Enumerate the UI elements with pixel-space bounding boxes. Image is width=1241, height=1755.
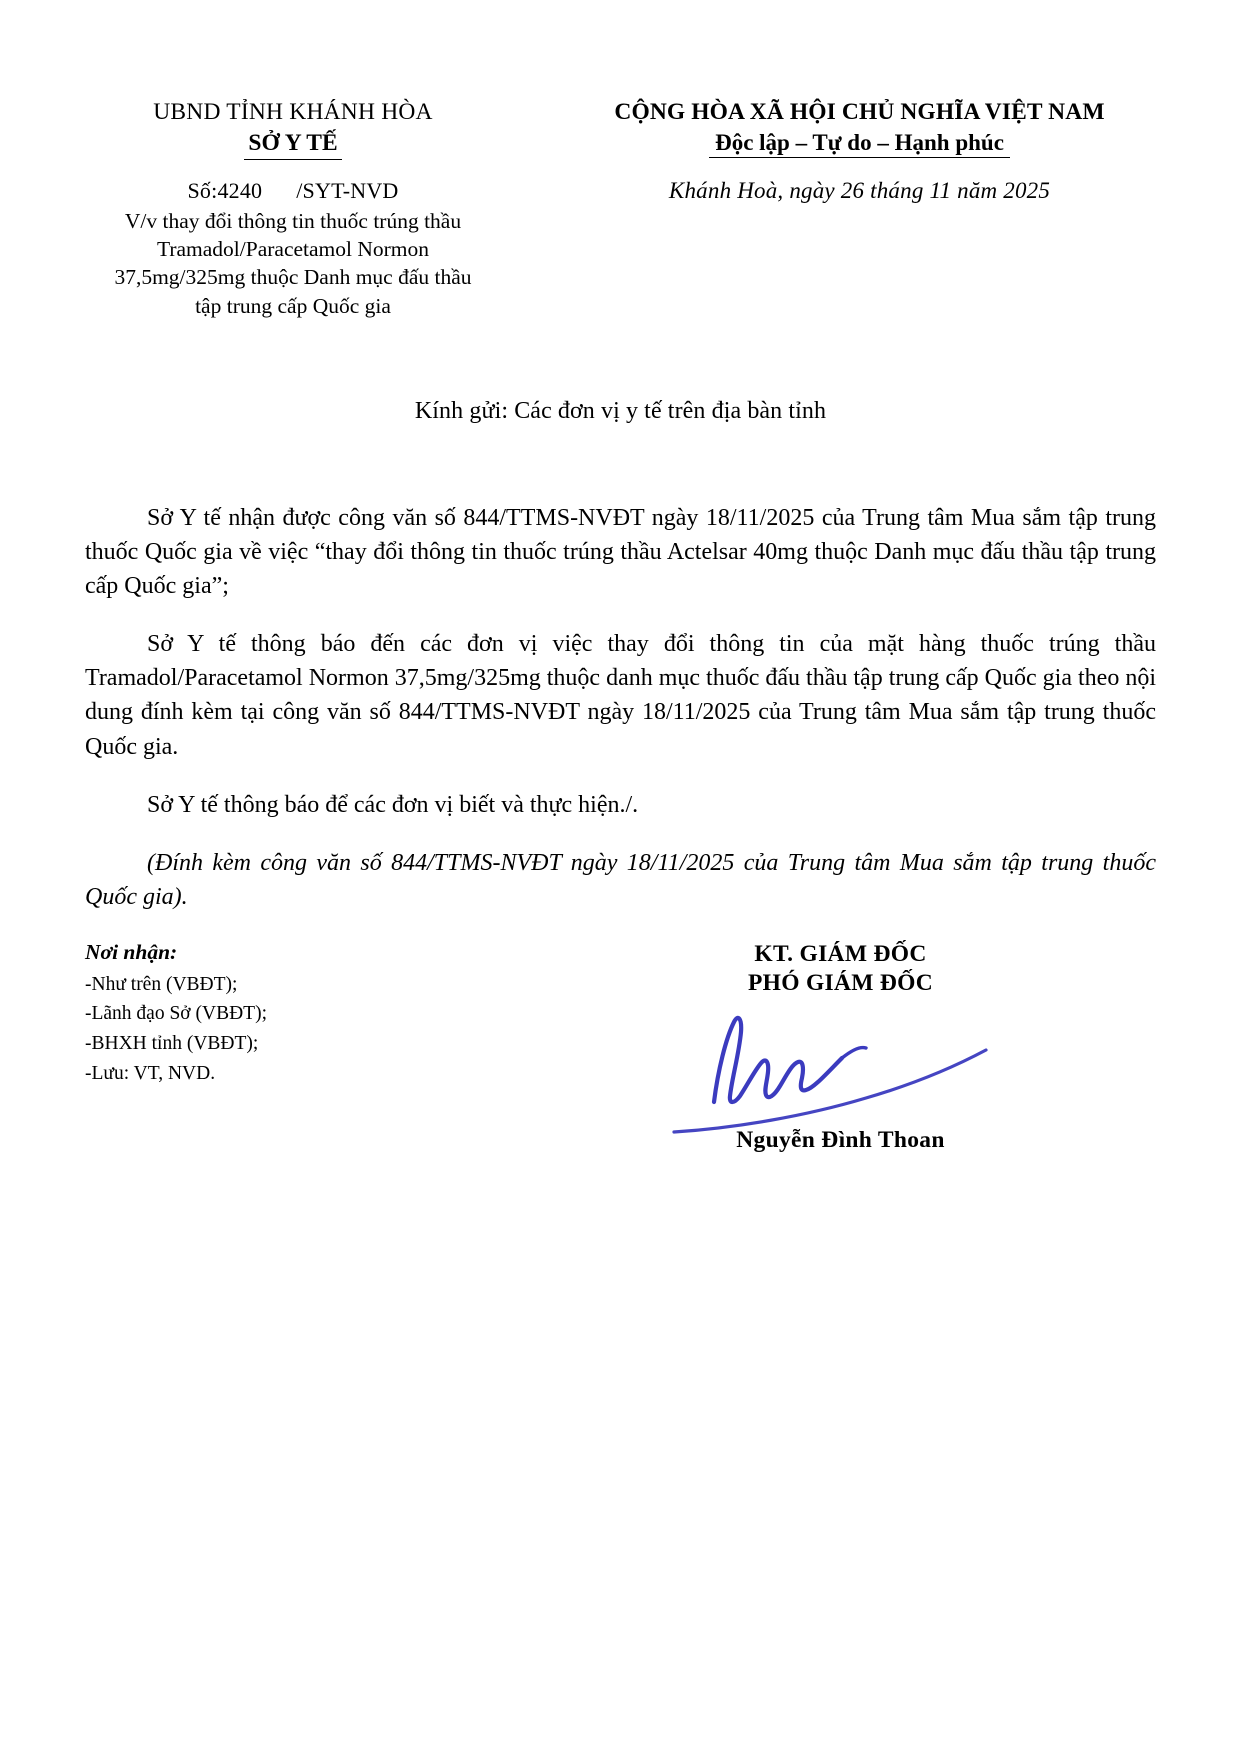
recipients-list (85, 940, 555, 1154)
body-paragraph: Sở Y tế nhận được công văn số 844/TTMS-NVĐT ngày 18/11/2025 của Trung tâm Mua sắm tập trung thuốc Quốc gia về việc “thay đổi thông tin thuốc trúng thầu Actelsar 40mg thuộc Danh mục đấu thầu tập trung cấp Quốc gia”; (85, 505, 1156, 600)
document-number-suffix: /SYT-NVD (296, 177, 399, 203)
recipients-item: -Lãnh đạo Sở (VBĐT); (85, 1003, 267, 1025)
recipients-title: Nơi nhận: (85, 939, 178, 964)
subject-line: 37,5mg/325mg thuộc Danh mục đấu thầu (114, 265, 472, 290)
document-header (0, 0, 1241, 320)
signer-title-line1: KT. GIÁM ĐỐC (754, 940, 927, 967)
attachment-note: (Đính kèm công văn số 844/TTMS-NVĐT ngày 18/11/2025 của Trung tâm Mua sắm tập trung thuốc Quốc gia). (85, 849, 1156, 910)
subject-line: tập trung cấp Quốc gia (195, 293, 391, 318)
department-name: SỞ Y TẾ (244, 129, 341, 159)
national-motto: Độc lập – Tự do – Hạnh phúc (709, 130, 1010, 158)
document-body (85, 425, 1156, 914)
signature-icon (656, 992, 1056, 1142)
issuing-authority-block (68, 98, 518, 320)
national-title: CỘNG HÒA XÃ HỘI CHỦ NGHĨA VIỆT NAM (614, 99, 1105, 125)
signer-title-line2: PHÓ GIÁM ĐỐC (747, 970, 934, 997)
signature-area (85, 940, 1156, 1154)
place-and-date: Khánh Hoà, ngày 26 tháng 11 năm 2025 (668, 178, 1051, 204)
document-number-prefix: Số:4240 (187, 177, 263, 203)
document-number (68, 178, 518, 204)
national-heading-block (518, 98, 1241, 204)
body-paragraph: Sở Y tế thông báo để các đơn vị biết và thực hiện./. (147, 791, 639, 818)
signer-name: Nguyễn Đình Thoan (736, 1126, 945, 1153)
recipients-item: -Lưu: VT, NVD. (85, 1062, 216, 1084)
subject-line: V/v thay đổi thông tin thuốc trúng thầu (124, 208, 462, 233)
recipient-line: Kính gửi: Các đơn vị y tế trên địa bàn tỉnh (414, 398, 827, 425)
recipients-item: -Như trên (VBĐT); (85, 973, 238, 995)
recipients-item: -BHXH tỉnh (VBĐT); (85, 1033, 259, 1055)
organization-name: UBND TỈNH KHÁNH HÒA (153, 99, 433, 125)
subject-line: Tramadol/Paracetamol Normon (156, 236, 430, 261)
document-subject (68, 207, 518, 321)
body-paragraph: Sở Y tế thông báo đến các đơn vị việc thay đổi thông tin của mặt hàng thuốc trúng thầu Tramadol/Paracetamol Normon 37,5mg/325mg thuộc danh mục thuốc đấu thầu tập trung cấp Quốc gia theo nội dung đính kèm tại công văn số 844/TTMS-NVĐT ngày 18/11/2025 của Trung tâm Mua sắm tập trung thuốc Quốc gia. (85, 631, 1156, 760)
signer-block (555, 940, 1156, 1154)
